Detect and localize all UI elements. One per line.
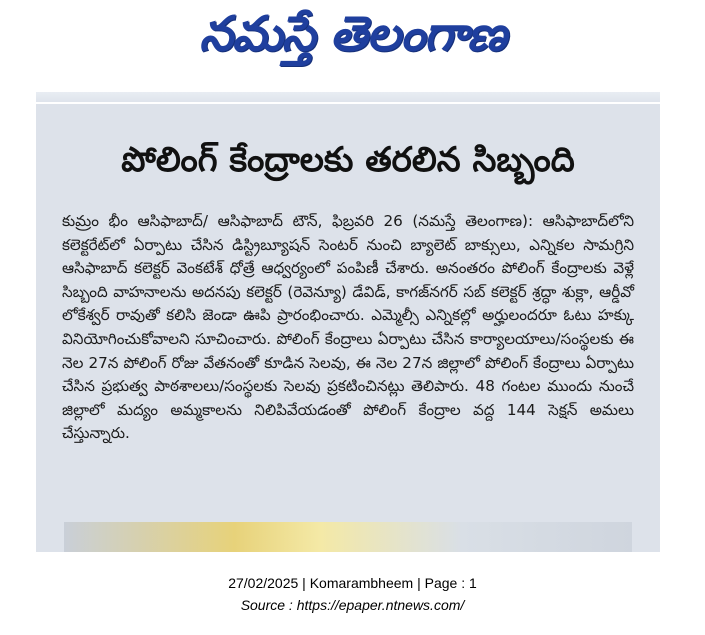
edition-info: 27/02/2025 | Komarambheem | Page : 1 xyxy=(228,575,477,591)
source-link[interactable]: Source : https://epaper.ntnews.com/ xyxy=(240,597,465,613)
newspaper-masthead xyxy=(0,0,705,80)
article-photo-partial xyxy=(64,522,632,552)
article-body: కుమ్రం భీం ఆసిఫాబాద్/ ఆసిఫాబాద్ టౌన్, ఫిబ్రవరి 26 (నమస్తే తెలంగాణ): ఆసిఫాబాద్‌లోని కలెక్టరేట్‌లో ఏర్పాటు చేసిన డిస్ట్రిబ్యూషన్ సెంటర్ నుంచి బ్యాలెట్ బాక్సులు, ఎన్నికల సామగ్రిని ఆసిఫాబాద్ కలెక్టర్ వెంకటేశ్ ధోత్రే ఆధ్వర్యంలో పంపిణీ చేశారు. అనంతరం పోలింగ్ కేంద్రాలకు వెళ్లే సిబ్బంది వాహనాలను అదనపు కలెక్టర్ (రెవెన్యూ) డేవిడ్, కాగజ్‌నగర్ సబ్ కలెక్టర్ శ్రద్ధా శుక్లా, ఆర్డీవో లోకేశ్వర్ రావుతో కలిసి జెండా ఊపి ప్రారంభించారు. ఎమ్మెల్సీ ఎన్నికల్లో అర్హులందరూ ఓటు హక్కు వినియోగించుకోవాలని సూచించారు. పోలింగ్ కేంద్రాలు ఏర్పాటు చేసిన కార్యాలయాలు/సంస్థలకు ఈ నెల 27న పోలింగ్ రోజు వేతనంతో కూడిన సెలవు, ఈ నెల 27న జిల్లాలో పోలింగ్ కేంద్రాలు ఏర్పాటు చేసిన ప్రభుత్వ పాఠశాలలు/సంస్థలకు సెలవు ప్రకటించినట్లు తెలిపారు. 48 గంటల ముందు నుంచే జిల్లాలో మద్యం అమ్మకాలను నిలిపివేయడంతో పోలింగ్ కేంద్రాల వద్ద 144 సెక్షన్ అమలు చేస్తున్నారు. xyxy=(62,212,634,443)
article-headline: పోలింగ్ కేంద్రాలకు తరలిన సిబ్బంది xyxy=(121,140,575,180)
masthead-title: నమస్తే తెలంగాణ xyxy=(199,6,506,62)
news-clipping xyxy=(36,104,660,552)
page-footer xyxy=(0,572,705,616)
clipping-top-strip xyxy=(36,92,660,102)
